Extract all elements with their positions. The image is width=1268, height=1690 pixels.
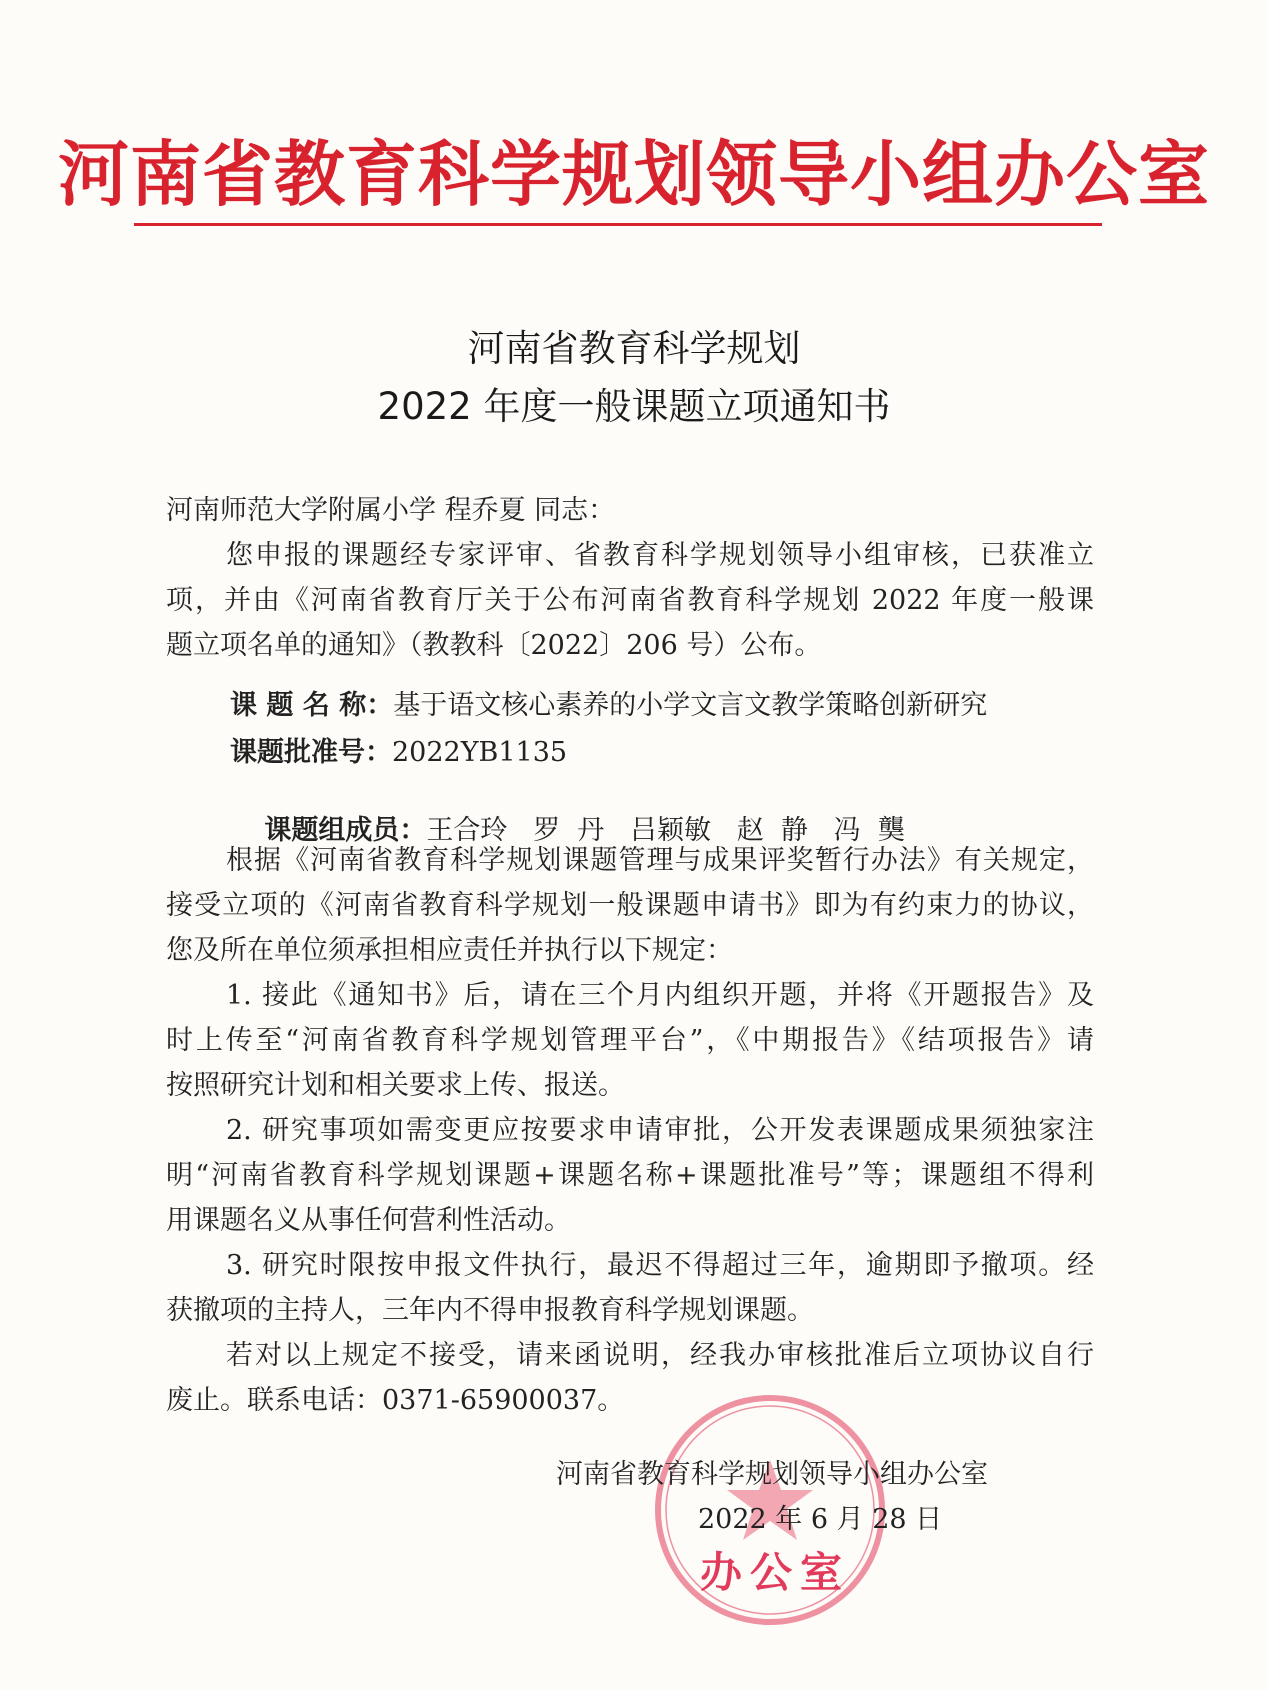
rule2-line-3: 用课题名义从事任何营利性活动。 bbox=[166, 1205, 571, 1236]
rule2-line-1: 2. 研究事项如需变更应按要求申请审批，公开发表课题成果须独家注 bbox=[226, 1115, 1094, 1146]
closing-line-1: 若对以上规定不接受，请来函说明，经我办审核批准后立项协议自行 bbox=[226, 1340, 1094, 1371]
seal-center-text: 办公室 bbox=[700, 1548, 851, 1597]
project-name-label: 课 题 名 称： bbox=[230, 690, 394, 721]
rules-intro-line-1: 根据《河南省教育科学规划课题管理与成果评奖暂行办法》有关规定， bbox=[226, 845, 1094, 876]
closing-line-2: 废止。联系电话：0371-65900037。 bbox=[166, 1385, 625, 1416]
document-title-line1: 河南省教育科学规划 bbox=[467, 327, 801, 370]
rules-intro-line-2: 接受立项的《河南省教育科学规划一般课题申请书》即为有约束力的协议， bbox=[166, 890, 1094, 921]
project-number-row bbox=[230, 730, 567, 769]
project-number-label: 课题批准号： bbox=[230, 737, 392, 768]
letterhead-divider bbox=[134, 223, 1102, 226]
salutation: 河南师范大学附属小学 程乔夏 同志： bbox=[166, 495, 616, 526]
signature-date: 2022 年 6 月 28 日 bbox=[698, 1504, 943, 1535]
rule1-line-2: 时上传至“河南省教育科学规划管理平台”，《中期报告》《结项报告》请 bbox=[166, 1025, 1094, 1056]
project-members-label: 课题组成员： bbox=[264, 815, 427, 846]
rule2-line-2: 明“河南省教育科学规划课题+课题名称+课题批准号”等；课题组不得利 bbox=[166, 1160, 1094, 1191]
letterhead-title: 河南省教育科学规划领导小组办公室 bbox=[57, 132, 1210, 216]
intro-line-2: 项，并由《河南省教育厅关于公布河南省教育科学规划 2022 年度一般课 bbox=[166, 585, 1094, 616]
project-members-value: 王合玲 罗 丹 吕颖敏 赵 静 冯 龑 bbox=[426, 815, 905, 846]
rule1-line-1: 1. 接此《通知书》后，请在三个月内组织开题，并将《开题报告》及 bbox=[226, 980, 1094, 1011]
project-name-row bbox=[230, 683, 987, 722]
project-name-value: 基于语文核心素养的小学文言文教学策略创新研究 bbox=[393, 690, 988, 721]
rule3-line-2: 获撤项的主持人，三年内不得申报教育科学规划课题。 bbox=[166, 1295, 814, 1326]
intro-line-3: 题立项名单的通知》（教教科〔2022〕206 号）公布。 bbox=[166, 630, 822, 661]
signature-org: 河南省教育科学规划领导小组办公室 bbox=[556, 1459, 988, 1490]
rule3-line-1: 3. 研究时限按申报文件执行，最迟不得超过三年，逾期即予撤项。经 bbox=[226, 1250, 1094, 1281]
intro-line-1: 您申报的课题经专家评审、省教育科学规划领导小组审核，已获准立 bbox=[226, 540, 1094, 571]
project-number-value: 2022YB1135 bbox=[392, 737, 568, 768]
rule1-line-3: 按照研究计划和相关要求上传、报送。 bbox=[166, 1070, 625, 1101]
document-title-line2: 2022 年度一般课题立项通知书 bbox=[377, 385, 891, 428]
rules-intro-line-3: 您及所在单位须承担相应责任并执行以下规定： bbox=[166, 935, 733, 966]
